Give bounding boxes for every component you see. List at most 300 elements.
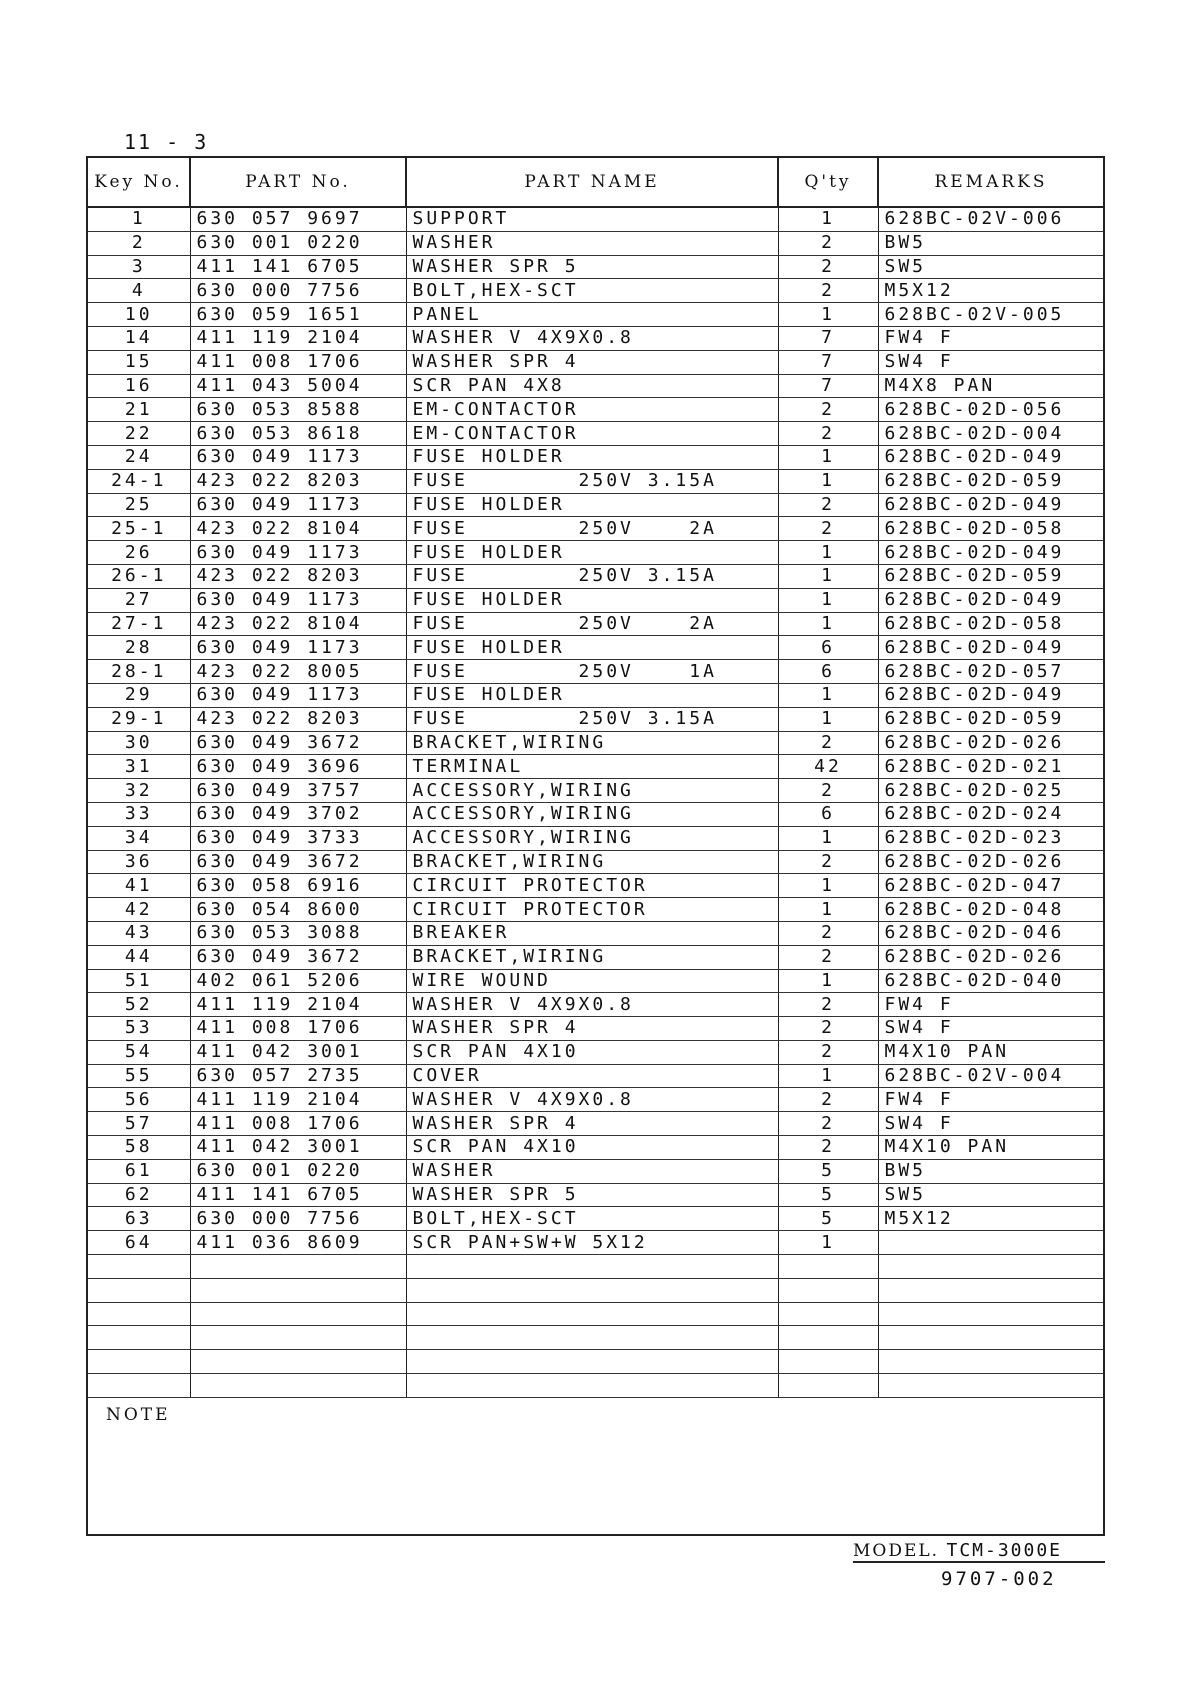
qty-cell: 2: [778, 1112, 878, 1136]
table-row: [88, 1231, 1103, 1255]
part-name-cell: SCR PAN 4X10: [406, 1136, 778, 1160]
qty-cell: 2: [778, 921, 878, 945]
remarks-cell: 628BC-02D-040: [878, 969, 1103, 993]
parts-list-sheet: [86, 156, 1105, 1536]
table-row: [88, 255, 1103, 279]
part-number-cell: 423 022 8203: [190, 564, 406, 588]
header-qty: Q'ty: [778, 158, 878, 207]
qty-cell: 1: [778, 612, 878, 636]
part-name-cell: WASHER: [406, 1159, 778, 1183]
part-number-cell: 423 022 8104: [190, 517, 406, 541]
qty-cell: 2: [778, 398, 878, 422]
key-cell: [88, 1350, 190, 1374]
part-number-cell: 630 057 9697: [190, 207, 406, 231]
qty-cell: 7: [778, 374, 878, 398]
remarks-cell: SW4 F: [878, 1112, 1103, 1136]
page-reference: 11 - 3: [124, 130, 209, 154]
part-name-cell: COVER: [406, 1064, 778, 1088]
note-label: NOTE: [106, 1405, 171, 1425]
model-line: [853, 1540, 1105, 1563]
qty-cell: [778, 1255, 878, 1279]
header-part-no: PART No.: [190, 158, 406, 207]
qty-cell: 1: [778, 874, 878, 898]
qty-cell: [778, 1302, 878, 1326]
key-cell: 28-1: [88, 660, 190, 684]
remarks-cell: 628BC-02D-059: [878, 707, 1103, 731]
table-row: [88, 850, 1103, 874]
key-cell: 64: [88, 1231, 190, 1255]
table-row: [88, 1017, 1103, 1041]
table-row: [88, 898, 1103, 922]
table-row: [88, 969, 1103, 993]
remarks-cell: 628BC-02D-049: [878, 541, 1103, 565]
table-row: [88, 541, 1103, 565]
table-row: [88, 921, 1103, 945]
table-header-row: [88, 158, 1103, 207]
remarks-cell: 628BC-02D-056: [878, 398, 1103, 422]
remarks-cell: SW4 F: [878, 350, 1103, 374]
part-name-cell: WASHER SPR 5: [406, 1183, 778, 1207]
qty-cell: 2: [778, 1040, 878, 1064]
remarks-cell: [878, 1326, 1103, 1350]
part-number-cell: 630 049 3696: [190, 755, 406, 779]
parts-table-body: [88, 207, 1103, 1397]
table-row: [88, 1278, 1103, 1302]
key-cell: 51: [88, 969, 190, 993]
qty-cell: 6: [778, 636, 878, 660]
key-cell: 34: [88, 826, 190, 850]
part-number-cell: 630 053 3088: [190, 921, 406, 945]
part-name-cell: WIRE WOUND: [406, 969, 778, 993]
qty-cell: 2: [778, 493, 878, 517]
part-name-cell: FUSE HOLDER: [406, 541, 778, 565]
qty-cell: 2: [778, 422, 878, 446]
part-name-cell: PANEL: [406, 303, 778, 327]
qty-cell: 6: [778, 660, 878, 684]
part-number-cell: 630 049 1173: [190, 541, 406, 565]
key-cell: 3: [88, 255, 190, 279]
key-cell: 54: [88, 1040, 190, 1064]
table-row: [88, 683, 1103, 707]
part-number-cell: 411 043 5004: [190, 374, 406, 398]
key-cell: 28: [88, 636, 190, 660]
part-name-cell: [406, 1278, 778, 1302]
remarks-cell: 628BC-02D-049: [878, 588, 1103, 612]
part-number-cell: [190, 1255, 406, 1279]
key-cell: 55: [88, 1064, 190, 1088]
remarks-cell: SW5: [878, 255, 1103, 279]
part-number-cell: 630 001 0220: [190, 1159, 406, 1183]
remarks-cell: M5X12: [878, 279, 1103, 303]
part-name-cell: SCR PAN 4X10: [406, 1040, 778, 1064]
part-name-cell: FUSE 250V 1A: [406, 660, 778, 684]
table-row: [88, 1374, 1103, 1398]
key-cell: 31: [88, 755, 190, 779]
table-row: [88, 945, 1103, 969]
table-row: [88, 1183, 1103, 1207]
part-name-cell: [406, 1255, 778, 1279]
remarks-cell: M5X12: [878, 1207, 1103, 1231]
key-cell: 56: [88, 1088, 190, 1112]
part-name-cell: TERMINAL: [406, 755, 778, 779]
part-number-cell: 630 049 3672: [190, 945, 406, 969]
header-remarks: REMARKS: [878, 158, 1103, 207]
part-number-cell: 411 141 6705: [190, 255, 406, 279]
remarks-cell: 628BC-02D-023: [878, 826, 1103, 850]
remarks-cell: 628BC-02D-049: [878, 493, 1103, 517]
part-name-cell: BRACKET,WIRING: [406, 945, 778, 969]
part-name-cell: BOLT,HEX-SCT: [406, 279, 778, 303]
table-row: [88, 231, 1103, 255]
qty-cell: [778, 1326, 878, 1350]
header-part-name: PART NAME: [406, 158, 778, 207]
remarks-cell: M4X10 PAN: [878, 1040, 1103, 1064]
part-number-cell: 630 049 1173: [190, 683, 406, 707]
key-cell: 16: [88, 374, 190, 398]
qty-cell: 1: [778, 207, 878, 231]
part-number-cell: 630 058 6916: [190, 874, 406, 898]
qty-cell: 1: [778, 469, 878, 493]
table-row: [88, 422, 1103, 446]
part-name-cell: BRACKET,WIRING: [406, 850, 778, 874]
table-row: [88, 779, 1103, 803]
part-name-cell: SUPPORT: [406, 207, 778, 231]
remarks-cell: SW4 F: [878, 1017, 1103, 1041]
key-cell: 14: [88, 326, 190, 350]
qty-cell: 1: [778, 588, 878, 612]
table-row: [88, 1207, 1103, 1231]
qty-cell: 5: [778, 1183, 878, 1207]
part-name-cell: SCR PAN+SW+W 5X12: [406, 1231, 778, 1255]
part-number-cell: 423 022 8104: [190, 612, 406, 636]
remarks-cell: [878, 1350, 1103, 1374]
qty-cell: 2: [778, 993, 878, 1017]
table-row: [88, 707, 1103, 731]
part-number-cell: 423 022 8203: [190, 469, 406, 493]
part-name-cell: FUSE HOLDER: [406, 636, 778, 660]
key-cell: 58: [88, 1136, 190, 1160]
key-cell: 61: [88, 1159, 190, 1183]
remarks-cell: 628BC-02D-048: [878, 898, 1103, 922]
key-cell: 29-1: [88, 707, 190, 731]
part-name-cell: WASHER: [406, 231, 778, 255]
part-number-cell: 630 049 3672: [190, 731, 406, 755]
key-cell: 32: [88, 779, 190, 803]
part-number-cell: 630 053 8588: [190, 398, 406, 422]
remarks-cell: FW4 F: [878, 993, 1103, 1017]
key-cell: 27-1: [88, 612, 190, 636]
part-name-cell: CIRCUIT PROTECTOR: [406, 898, 778, 922]
table-row: [88, 612, 1103, 636]
remarks-cell: 628BC-02D-058: [878, 612, 1103, 636]
table-row: [88, 517, 1103, 541]
qty-cell: 1: [778, 303, 878, 327]
part-name-cell: FUSE 250V 2A: [406, 612, 778, 636]
key-cell: 42: [88, 898, 190, 922]
qty-cell: 2: [778, 279, 878, 303]
key-cell: 63: [88, 1207, 190, 1231]
key-cell: 15: [88, 350, 190, 374]
qty-cell: 2: [778, 945, 878, 969]
key-cell: [88, 1302, 190, 1326]
key-cell: [88, 1255, 190, 1279]
remarks-cell: 628BC-02D-024: [878, 802, 1103, 826]
remarks-cell: M4X10 PAN: [878, 1136, 1103, 1160]
part-number-cell: 630 059 1651: [190, 303, 406, 327]
part-name-cell: WASHER SPR 4: [406, 1017, 778, 1041]
table-row: [88, 636, 1103, 660]
key-cell: 29: [88, 683, 190, 707]
key-cell: 21: [88, 398, 190, 422]
qty-cell: [778, 1278, 878, 1302]
table-row: [88, 1112, 1103, 1136]
qty-cell: 1: [778, 707, 878, 731]
key-cell: 27: [88, 588, 190, 612]
qty-cell: 42: [778, 755, 878, 779]
table-row: [88, 1040, 1103, 1064]
table-row: [88, 398, 1103, 422]
table-row: [88, 1255, 1103, 1279]
part-name-cell: ACCESSORY,WIRING: [406, 802, 778, 826]
part-name-cell: FUSE HOLDER: [406, 588, 778, 612]
table-row: [88, 1136, 1103, 1160]
key-cell: 62: [88, 1183, 190, 1207]
part-number-cell: 630 049 3757: [190, 779, 406, 803]
key-cell: 33: [88, 802, 190, 826]
key-cell: 10: [88, 303, 190, 327]
document-number: 9707-002: [941, 1568, 1057, 1590]
part-number-cell: 411 036 8609: [190, 1231, 406, 1255]
part-number-cell: [190, 1326, 406, 1350]
part-number-cell: [190, 1302, 406, 1326]
qty-cell: 1: [778, 445, 878, 469]
qty-cell: 5: [778, 1159, 878, 1183]
table-row: [88, 207, 1103, 231]
key-cell: 30: [88, 731, 190, 755]
part-number-cell: 411 042 3001: [190, 1040, 406, 1064]
remarks-cell: 628BC-02V-005: [878, 303, 1103, 327]
key-cell: 2: [88, 231, 190, 255]
remarks-cell: 628BC-02V-006: [878, 207, 1103, 231]
remarks-cell: 628BC-02D-049: [878, 445, 1103, 469]
key-cell: 36: [88, 850, 190, 874]
part-number-cell: [190, 1278, 406, 1302]
part-number-cell: 411 042 3001: [190, 1136, 406, 1160]
qty-cell: 5: [778, 1207, 878, 1231]
key-cell: 24: [88, 445, 190, 469]
qty-cell: 7: [778, 350, 878, 374]
part-name-cell: FUSE 250V 2A: [406, 517, 778, 541]
remarks-cell: [878, 1302, 1103, 1326]
remarks-cell: 628BC-02D-026: [878, 945, 1103, 969]
remarks-cell: [878, 1278, 1103, 1302]
part-number-cell: 411 119 2104: [190, 1088, 406, 1112]
table-row: [88, 279, 1103, 303]
qty-cell: 2: [778, 731, 878, 755]
table-row: [88, 802, 1103, 826]
remarks-cell: FW4 F: [878, 1088, 1103, 1112]
part-name-cell: WASHER SPR 5: [406, 255, 778, 279]
part-number-cell: 630 049 1173: [190, 493, 406, 517]
remarks-cell: 628BC-02D-049: [878, 683, 1103, 707]
table-row: [88, 993, 1103, 1017]
key-cell: [88, 1278, 190, 1302]
part-name-cell: WASHER V 4X9X0.8: [406, 326, 778, 350]
table-row: [88, 564, 1103, 588]
qty-cell: [778, 1350, 878, 1374]
part-name-cell: WASHER SPR 4: [406, 350, 778, 374]
remarks-cell: M4X8 PAN: [878, 374, 1103, 398]
part-name-cell: BRACKET,WIRING: [406, 731, 778, 755]
qty-cell: 2: [778, 231, 878, 255]
part-name-cell: WASHER SPR 4: [406, 1112, 778, 1136]
part-name-cell: WASHER V 4X9X0.8: [406, 1088, 778, 1112]
part-name-cell: WASHER V 4X9X0.8: [406, 993, 778, 1017]
part-name-cell: FUSE 250V 3.15A: [406, 564, 778, 588]
part-number-cell: 411 119 2104: [190, 993, 406, 1017]
qty-cell: 1: [778, 564, 878, 588]
part-name-cell: EM-CONTACTOR: [406, 398, 778, 422]
part-name-cell: FUSE 250V 3.15A: [406, 707, 778, 731]
key-cell: 1: [88, 207, 190, 231]
part-number-cell: 630 053 8618: [190, 422, 406, 446]
part-number-cell: 411 119 2104: [190, 326, 406, 350]
qty-cell: 2: [778, 779, 878, 803]
table-row: [88, 1159, 1103, 1183]
table-row: [88, 374, 1103, 398]
part-number-cell: 423 022 8203: [190, 707, 406, 731]
qty-cell: 2: [778, 1136, 878, 1160]
part-number-cell: 411 141 6705: [190, 1183, 406, 1207]
part-number-cell: 411 008 1706: [190, 1017, 406, 1041]
table-row: [88, 469, 1103, 493]
model-value: TCM-3000E: [946, 1540, 1063, 1561]
remarks-cell: 628BC-02D-057: [878, 660, 1103, 684]
part-name-cell: CIRCUIT PROTECTOR: [406, 874, 778, 898]
part-name-cell: SCR PAN 4X8: [406, 374, 778, 398]
part-number-cell: [190, 1374, 406, 1398]
remarks-cell: 628BC-02D-046: [878, 921, 1103, 945]
key-cell: 44: [88, 945, 190, 969]
key-cell: 41: [88, 874, 190, 898]
part-number-cell: 630 049 3672: [190, 850, 406, 874]
remarks-cell: 628BC-02D-058: [878, 517, 1103, 541]
key-cell: [88, 1326, 190, 1350]
table-row: [88, 326, 1103, 350]
part-name-cell: FUSE HOLDER: [406, 683, 778, 707]
table-row: [88, 445, 1103, 469]
key-cell: 25-1: [88, 517, 190, 541]
table-row: [88, 303, 1103, 327]
qty-cell: 2: [778, 1088, 878, 1112]
qty-cell: 2: [778, 1017, 878, 1041]
table-row: [88, 660, 1103, 684]
table-row: [88, 826, 1103, 850]
key-cell: 24-1: [88, 469, 190, 493]
key-cell: 43: [88, 921, 190, 945]
qty-cell: 1: [778, 1231, 878, 1255]
table-row: [88, 1350, 1103, 1374]
part-number-cell: 411 008 1706: [190, 1112, 406, 1136]
remarks-cell: 628BC-02D-026: [878, 731, 1103, 755]
part-name-cell: BREAKER: [406, 921, 778, 945]
table-row: [88, 1326, 1103, 1350]
part-number-cell: 630 054 8600: [190, 898, 406, 922]
key-cell: 52: [88, 993, 190, 1017]
remarks-cell: 628BC-02V-004: [878, 1064, 1103, 1088]
remarks-cell: BW5: [878, 1159, 1103, 1183]
table-row: [88, 731, 1103, 755]
part-name-cell: [406, 1350, 778, 1374]
part-number-cell: 630 001 0220: [190, 231, 406, 255]
part-number-cell: 411 008 1706: [190, 350, 406, 374]
qty-cell: 7: [778, 326, 878, 350]
qty-cell: 1: [778, 683, 878, 707]
part-number-cell: 630 049 1173: [190, 588, 406, 612]
header-key-no: Key No.: [88, 158, 190, 207]
model-label: MODEL.: [853, 1541, 940, 1561]
part-name-cell: [406, 1374, 778, 1398]
remarks-cell: 628BC-02D-004: [878, 422, 1103, 446]
part-number-cell: 423 022 8005: [190, 660, 406, 684]
key-cell: 4: [88, 279, 190, 303]
part-number-cell: 630 049 3733: [190, 826, 406, 850]
part-name-cell: BOLT,HEX-SCT: [406, 1207, 778, 1231]
qty-cell: 1: [778, 1064, 878, 1088]
part-name-cell: FUSE HOLDER: [406, 493, 778, 517]
remarks-cell: FW4 F: [878, 326, 1103, 350]
part-number-cell: 630 057 2735: [190, 1064, 406, 1088]
remarks-cell: 628BC-02D-047: [878, 874, 1103, 898]
table-row: [88, 493, 1103, 517]
key-cell: 22: [88, 422, 190, 446]
key-cell: 53: [88, 1017, 190, 1041]
remarks-cell: [878, 1374, 1103, 1398]
qty-cell: 6: [778, 802, 878, 826]
table-row: [88, 350, 1103, 374]
part-number-cell: 630 049 1173: [190, 636, 406, 660]
qty-cell: 2: [778, 850, 878, 874]
part-name-cell: [406, 1326, 778, 1350]
remarks-cell: BW5: [878, 231, 1103, 255]
part-number-cell: 630 049 3702: [190, 802, 406, 826]
part-number-cell: 630 049 1173: [190, 445, 406, 469]
part-name-cell: EM-CONTACTOR: [406, 422, 778, 446]
part-name-cell: ACCESSORY,WIRING: [406, 779, 778, 803]
key-cell: 57: [88, 1112, 190, 1136]
part-name-cell: [406, 1302, 778, 1326]
remarks-cell: 628BC-02D-059: [878, 564, 1103, 588]
key-cell: 25: [88, 493, 190, 517]
qty-cell: 1: [778, 541, 878, 565]
table-row: [88, 874, 1103, 898]
part-name-cell: FUSE HOLDER: [406, 445, 778, 469]
part-number-cell: 630 000 7756: [190, 1207, 406, 1231]
table-row: [88, 1302, 1103, 1326]
part-number-cell: 630 000 7756: [190, 279, 406, 303]
key-cell: 26-1: [88, 564, 190, 588]
part-number-cell: 402 061 5206: [190, 969, 406, 993]
remarks-cell: [878, 1255, 1103, 1279]
qty-cell: 1: [778, 826, 878, 850]
qty-cell: 1: [778, 898, 878, 922]
qty-cell: 2: [778, 255, 878, 279]
table-row: [88, 588, 1103, 612]
remarks-cell: 628BC-02D-059: [878, 469, 1103, 493]
table-row: [88, 1064, 1103, 1088]
remarks-cell: [878, 1231, 1103, 1255]
remarks-cell: 628BC-02D-025: [878, 779, 1103, 803]
